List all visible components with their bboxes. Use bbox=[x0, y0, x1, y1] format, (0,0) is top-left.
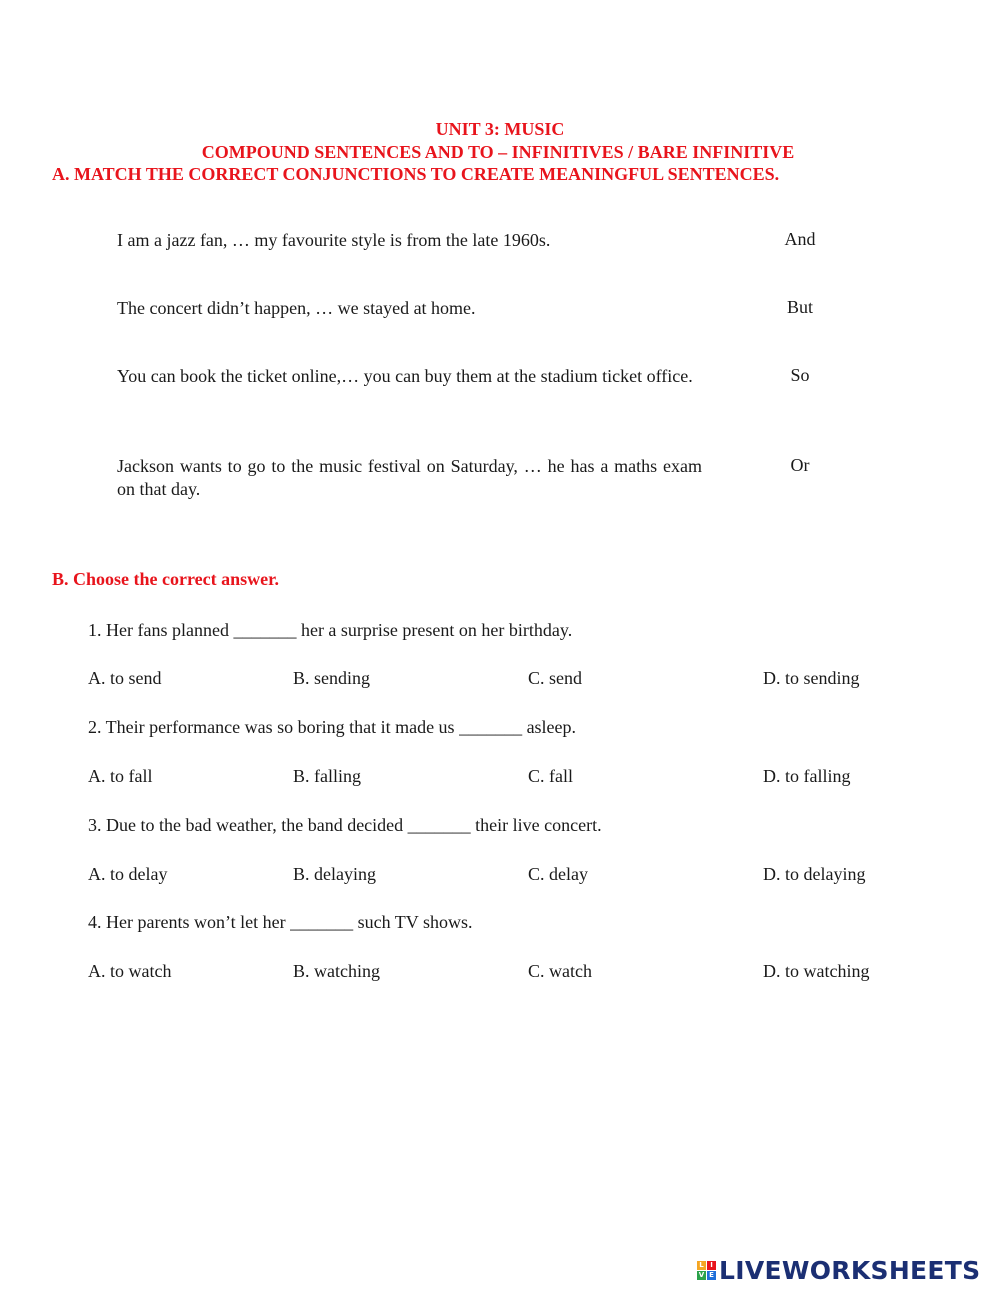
q3-option-a[interactable]: A. to delay bbox=[88, 864, 168, 884]
q3-option-c[interactable]: C. delay bbox=[528, 864, 588, 884]
conjunction-4[interactable]: Or bbox=[790, 455, 810, 475]
question-4: 4. Her parents won’t let her _______ such TV shows. bbox=[88, 912, 473, 932]
logo-block-v: V bbox=[698, 1270, 705, 1279]
q1-option-d[interactable]: D. to sending bbox=[763, 668, 860, 688]
section-a-heading: A. MATCH THE CORRECT CONJUNCTIONS TO CREATE MEANINGFUL SENTENCES. bbox=[52, 164, 780, 184]
topic-title: COMPOUND SENTENCES AND TO – INFINITIVES / BARE INFINITIVE bbox=[201, 142, 795, 162]
match-sentence-4: Jackson wants to go to the music festival on Saturday, … he has a maths exam on that day. bbox=[117, 456, 702, 499]
logo-text: LIVEWORKSHEETS bbox=[719, 1255, 981, 1285]
question-3: 3. Due to the bad weather, the band decided _______ their live concert. bbox=[88, 815, 602, 835]
q1-option-b[interactable]: B. sending bbox=[293, 668, 371, 688]
match-sentence-1: I am a jazz fan, … my favourite style is from the late 1960s. bbox=[117, 230, 551, 250]
conjunction-3[interactable]: So bbox=[790, 365, 810, 385]
q2-option-d[interactable]: D. to falling bbox=[763, 766, 851, 786]
q2-option-b[interactable]: B. falling bbox=[293, 766, 361, 786]
conjunction-1[interactable]: And bbox=[784, 229, 816, 249]
unit-title: UNIT 3: MUSIC bbox=[435, 119, 565, 139]
q2-option-a[interactable]: A. to fall bbox=[88, 766, 153, 786]
conjunction-2[interactable]: But bbox=[786, 297, 813, 317]
liveworksheets-logo bbox=[697, 1255, 980, 1285]
logo-block-i: I bbox=[707, 1261, 716, 1270]
question-1: 1. Her fans planned _______ her a surprise present on her birthday. bbox=[88, 620, 573, 640]
q4-option-c[interactable]: C. watch bbox=[528, 961, 592, 981]
logo-blocks-icon bbox=[697, 1261, 716, 1280]
match-sentence-3: You can book the ticket online,… you can buy them at the stadium ticket office. bbox=[117, 366, 693, 386]
q4-option-d[interactable]: D. to watching bbox=[763, 961, 870, 981]
logo-block-e: E bbox=[707, 1271, 716, 1280]
q3-option-d[interactable]: D. to delaying bbox=[763, 864, 866, 884]
q1-option-a[interactable]: A. to send bbox=[88, 668, 162, 688]
q2-option-c[interactable]: C. fall bbox=[528, 766, 573, 786]
q1-option-c[interactable]: C. send bbox=[528, 668, 582, 688]
question-2: 2. Their performance was so boring that it made us _______ asleep. bbox=[88, 717, 577, 737]
q3-option-b[interactable]: B. delaying bbox=[293, 864, 376, 884]
match-sentence-2: The concert didn’t happen, … we stayed at home. bbox=[117, 298, 476, 318]
section-b-heading: B. Choose the correct answer. bbox=[52, 569, 279, 589]
q4-option-a[interactable]: A. to watch bbox=[88, 961, 172, 981]
q4-option-b[interactable]: B. watching bbox=[293, 961, 380, 981]
logo-block-l: L bbox=[697, 1261, 706, 1270]
